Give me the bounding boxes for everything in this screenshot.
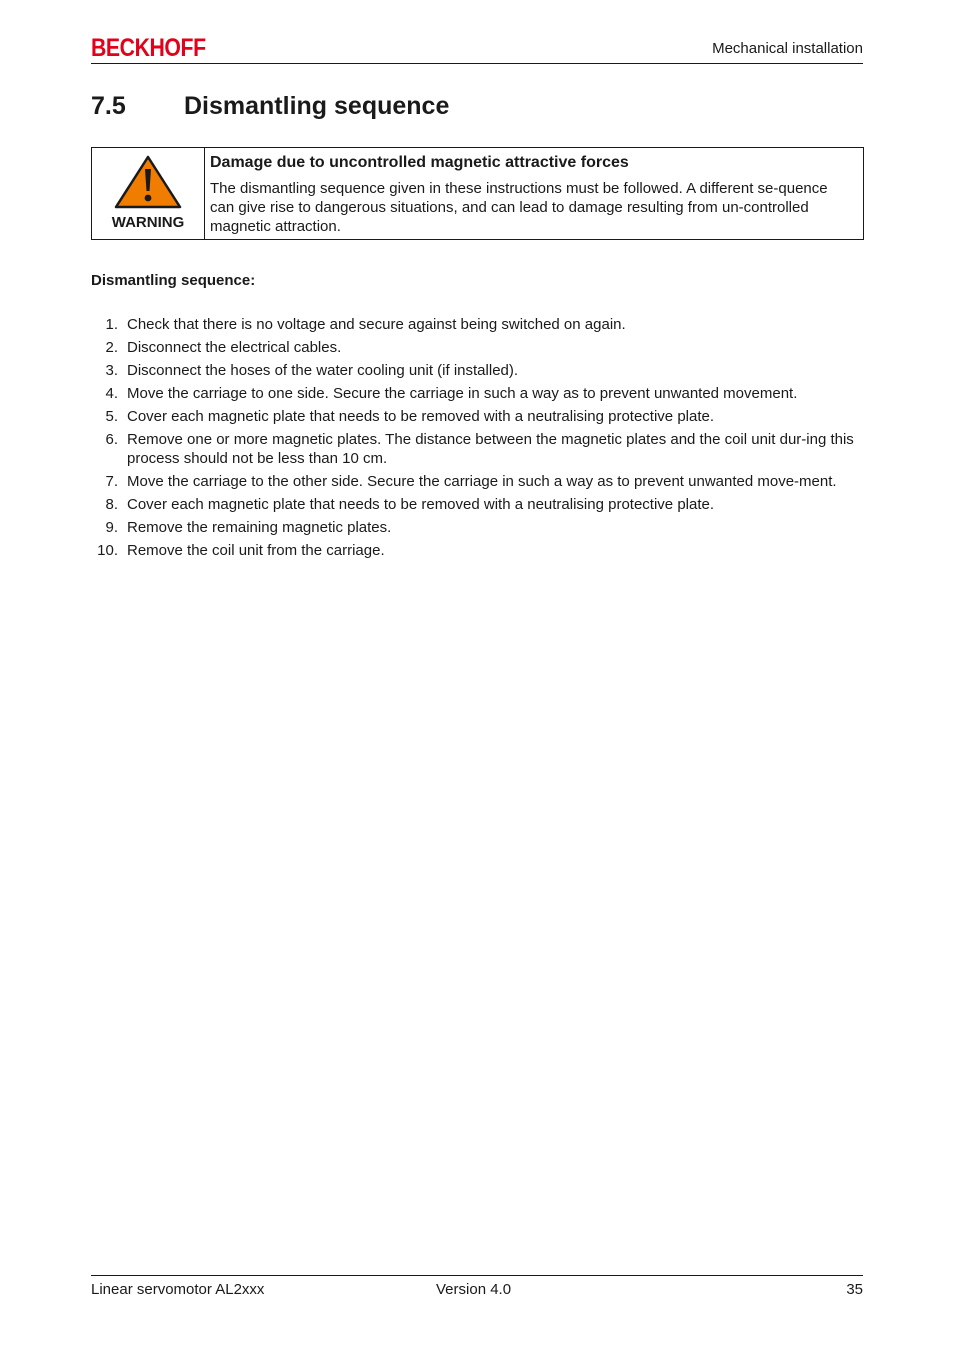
list-item: [91, 519, 863, 538]
step-text: Remove the remaining magnetic plates.: [127, 518, 392, 536]
step-number: 9.: [105, 518, 118, 536]
step-number: 6.: [105, 431, 118, 448]
list-item: [91, 431, 863, 468]
header-divider: [91, 63, 863, 64]
page-number: 35: [846, 1281, 863, 1298]
warning-box: [91, 147, 864, 240]
warning-text: The dismantling sequence given in these instructions must be followed. A different se-quence can give rise to dangerous situations, and can lead to damage resulting from un-controlled magnetic attraction.: [210, 180, 828, 235]
warning-label: WARNING: [111, 214, 185, 231]
list-item: [91, 408, 863, 427]
step-text: Move the carriage to the other side. Secure the carriage in such a way as to prevent unwanted move-ment.: [127, 472, 837, 490]
section-heading: [91, 90, 449, 122]
step-text: Remove the coil unit from the carriage.: [127, 541, 385, 559]
step-number: 8.: [105, 495, 118, 513]
step-number: 1.: [105, 316, 118, 333]
beckhoff-logo: BECKHOFF: [91, 34, 206, 62]
footer-version: Version 4.0: [436, 1281, 512, 1298]
list-item: [91, 473, 863, 492]
header-section-name: Mechanical installation: [712, 40, 863, 57]
step-number: 5.: [105, 408, 118, 425]
list-item: [91, 339, 863, 358]
warning-content: [205, 148, 863, 239]
step-text: Move the carriage to one side. Secure the carriage in such a way as to prevent unwanted movement.: [127, 385, 798, 402]
step-text: Check that there is no voltage and secure against being switched on again.: [127, 316, 626, 333]
warning-title: Damage due to uncontrolled magnetic attractive forces: [210, 154, 629, 171]
step-number: 3.: [105, 362, 118, 379]
step-text: Disconnect the electrical cables.: [127, 339, 342, 356]
footer-divider: [91, 1275, 863, 1276]
step-text: Cover each magnetic plate that needs to be removed with a neutralising protective plate.: [127, 495, 715, 513]
list-item: [91, 362, 863, 381]
list-item: [91, 385, 863, 404]
step-number: 10.: [97, 541, 118, 559]
steps-list: [91, 316, 863, 565]
footer-product: Linear servomotor AL2xxx: [91, 1281, 265, 1298]
list-item: [91, 496, 863, 515]
list-item: [91, 316, 863, 335]
steps-subheading: Dismantling sequence:: [91, 272, 256, 289]
step-number: 2.: [105, 339, 118, 356]
warning-icon-cell: [92, 148, 205, 239]
warning-triangle-icon: [114, 155, 182, 209]
section-number: 7.5: [91, 92, 126, 120]
step-number: 4.: [105, 385, 118, 402]
step-number: 7.: [105, 472, 118, 490]
section-title: Dismantling sequence: [184, 92, 450, 120]
list-item: [91, 542, 863, 561]
step-text: Disconnect the hoses of the water cooling unit (if installed).: [127, 362, 519, 379]
step-text: Cover each magnetic plate that needs to be removed with a neutralising protective plate.: [127, 408, 715, 425]
step-text: Remove one or more magnetic plates. The distance between the magnetic plates and the coil unit dur-ing this process should not be less than 10 cm.: [127, 431, 854, 467]
